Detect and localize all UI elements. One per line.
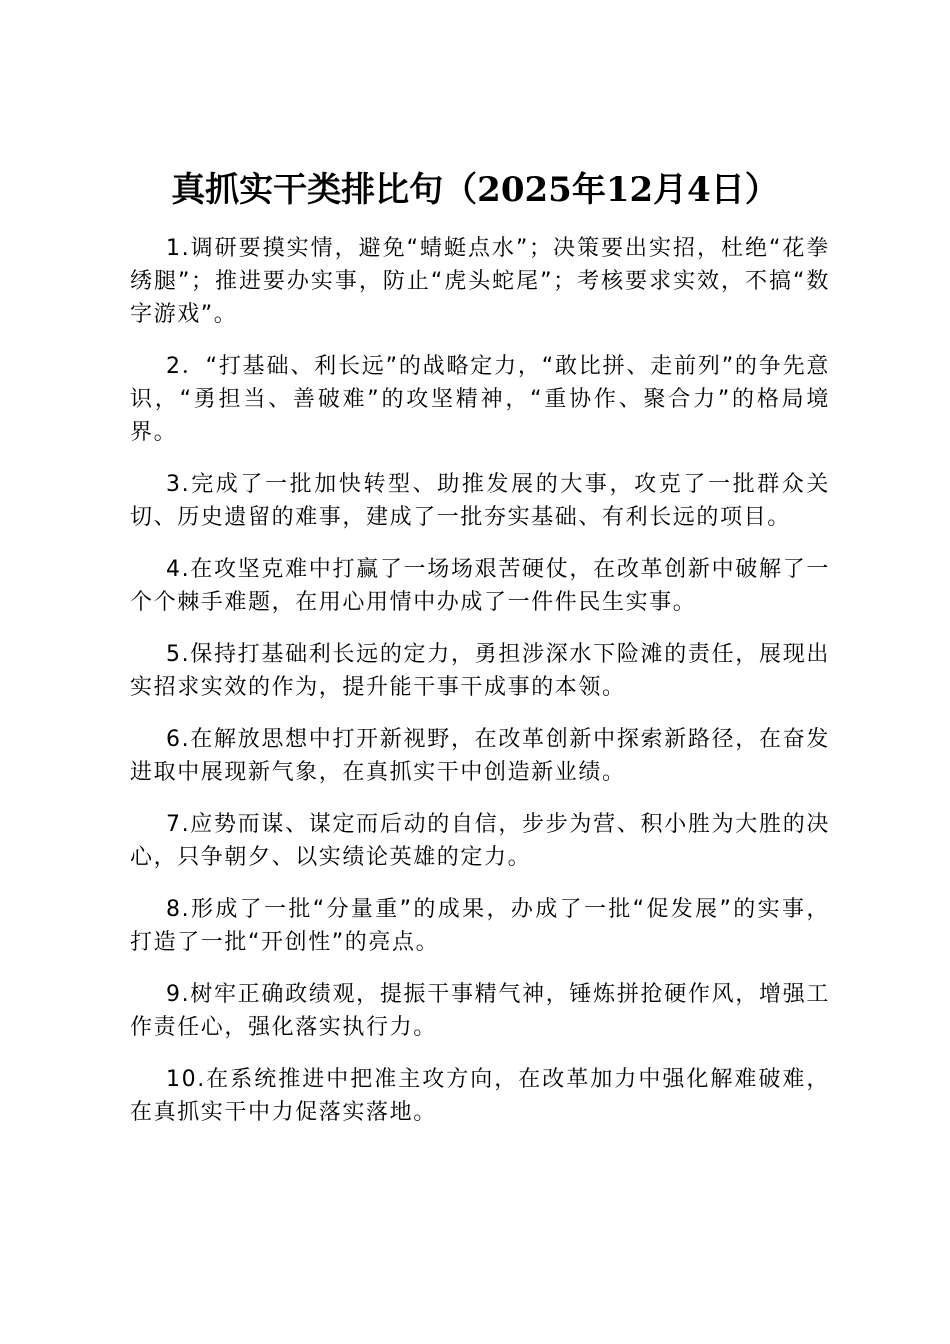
paragraph-1: 1.调研要摸实情，避免“蜻蜓点水”；决策要出实招，杜绝“花拳绣腿”；推进要办实事，防止“虎头蛇尾”；考核要求实效，不搞“数字游戏”。 [130, 236, 830, 327]
document-title: 真抓实干类排比句（2025年12月4日） [171, 170, 779, 210]
paragraph-7: 7.应势而谋、谋定而后动的自信，步步为营、积小胜为大胜的决心，只争朝夕、以实绩论英雄的定力。 [130, 812, 830, 870]
document-body [130, 232, 830, 1148]
paragraph-10: 10.在系统推进中把准主攻方向，在改革加力中强化解难破难，在真抓实干中力促落实落地。 [130, 1067, 830, 1125]
paragraph-2: 2．“打基础、利长远”的战略定力，“敢比拼、走前列”的争先意识，“勇担当、善破难”的攻坚精神，“重协作、聚合力”的格局境界。 [130, 354, 830, 445]
paragraph-4: 4.在攻坚克难中打赢了一场场艰苦硬仗，在改革创新中破解了一个个棘手难题，在用心用情中办成了一件件民生实事。 [130, 557, 830, 615]
paragraph-3: 3.完成了一批加快转型、助推发展的大事，攻克了一批群众关切、历史遗留的难事，建成了一批夯实基础、有利长远的项目。 [130, 472, 830, 530]
paragraph-5: 5.保持打基础利长远的定力，勇担涉深水下险滩的责任，展现出实招求实效的作为，提升能干事干成事的本领。 [130, 642, 830, 700]
paragraph-8: 8.形成了一批“分量重”的成果，办成了一批“促发展”的实事，打造了一批“开创性”的亮点。 [130, 897, 830, 955]
paragraph-9: 9.树牢正确政绩观，提振干事精气神，锤炼拼抢硬作风，增强工作责任心，强化落实执行力。 [130, 982, 830, 1040]
paragraph-6: 6.在解放思想中打开新视野，在改革创新中探索新路径，在奋发进取中展现新气象，在真抓实干中创造新业绩。 [130, 727, 830, 785]
